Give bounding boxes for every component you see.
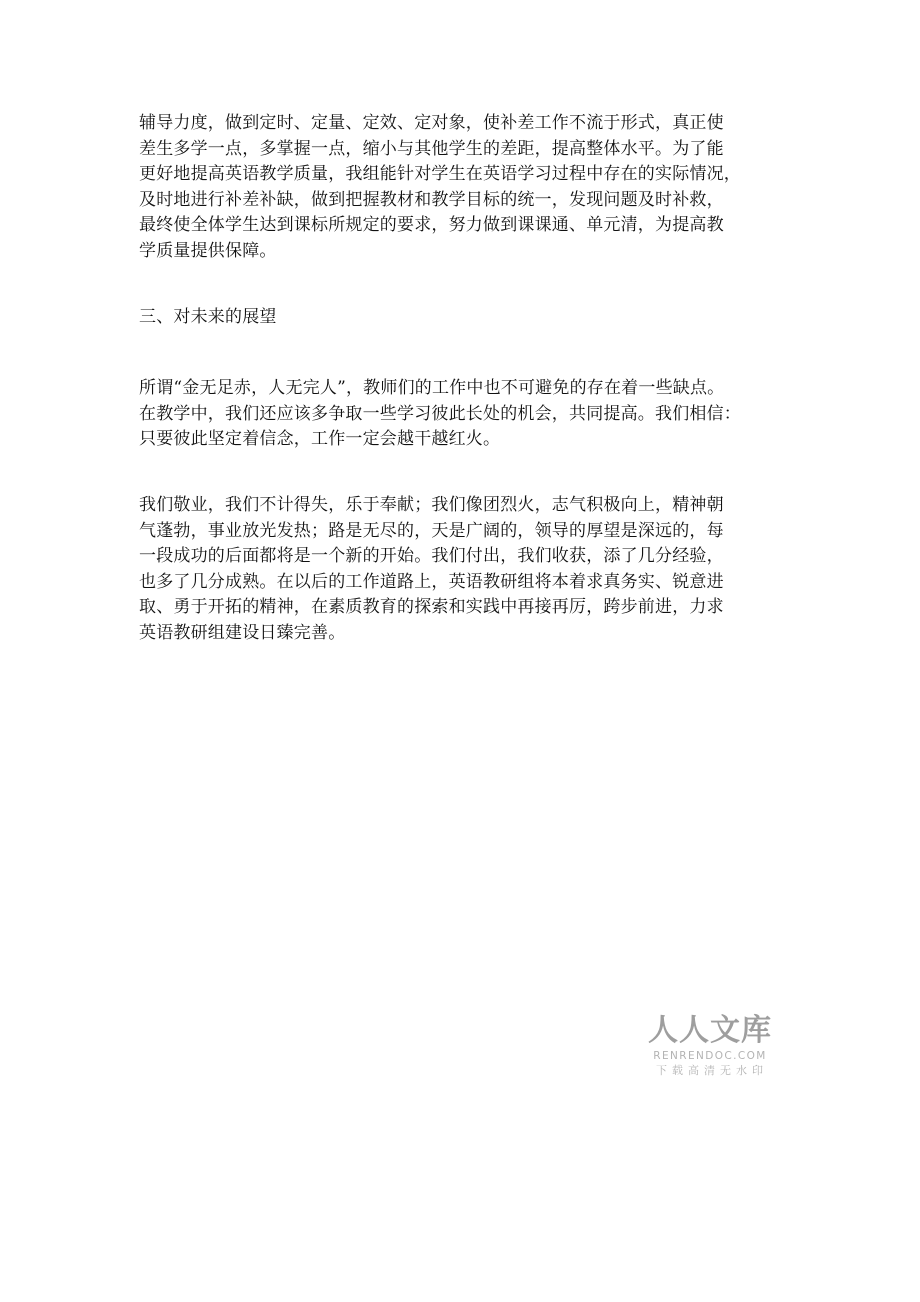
body-paragraph-dedication: 我们敬业，我们不计得失，乐于奉献；我们像团烈火，志气积极向上，精神朝 气蓬勃，事业放光发热；路是无尽的，天是广阔的，领导的厚望是深远的，每 一段成功的后面都将是一个新的开始。我们付出，我们收获，添了几分经验， 也多了几分成熟。在以后的工作道路上，英语教研组将本着求真务实、锐意进 取、勇于开拓的精神，在素质教育的探索和实践中再接再厉，跨步前进，力求 英语教研组建设日臻完善。	[139, 495, 724, 643]
body-paragraph-remedial-work: 辅导力度，做到定时、定量、定效、定对象，使补差工作不流于形式，真正使 差生多学一点，多掌握一点，缩小与其他学生的差距，提高整体水平。为了能 更好地提高英语教学质量，我组能针对学生在英语学习过程中存在的实际情况， 及时地进行补差补缺，做到把握教材和教学目标的统一，发现问题及时补救， 最终使全体学生达到课标所规定的要求，努力做到课课通、单元清，为提高教 学质量提供保障。	[139, 113, 741, 261]
watermark-title: 人人文库	[648, 1013, 772, 1048]
watermark-tagline: 下载高清无水印	[656, 1064, 768, 1077]
watermark-logo	[645, 1014, 775, 1078]
body-paragraph-shortcomings: 所谓“金无足赤，人无完人”，教师们的工作中也不可避免的存在着一些缺点。 在教学中，我们还应该多争取一些学习彼此长处的机会，共同提高。我们相信： 只要彼此坚定着信念，工作一定会越干越红火。	[139, 378, 741, 449]
section-heading-future-outlook: 三、对未来的展望	[139, 307, 277, 327]
watermark-domain: RENRENDOC.COM	[653, 1050, 767, 1062]
